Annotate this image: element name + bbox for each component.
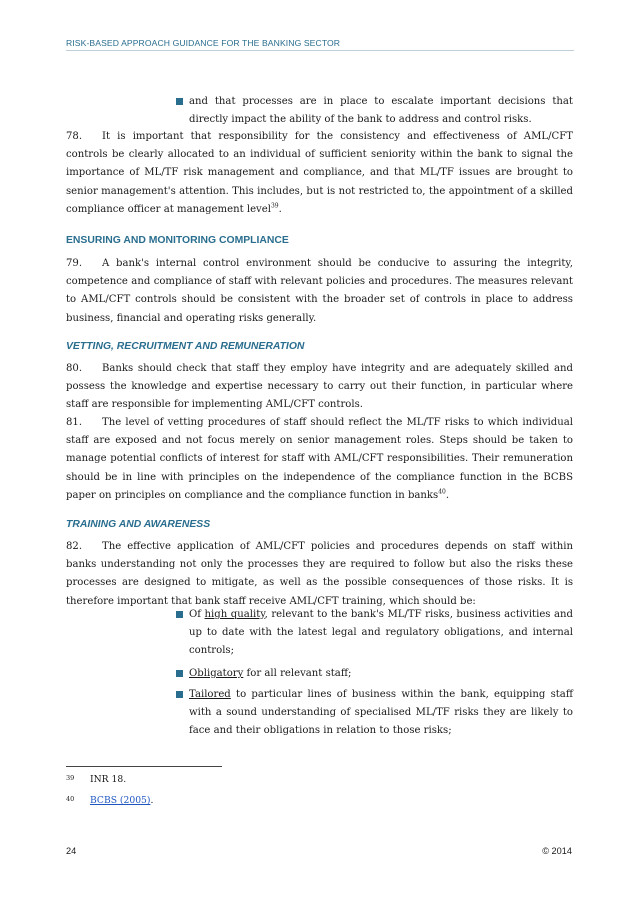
paragraph-81 [66, 414, 573, 505]
bullet-text: and that processes are in place to escalate important decisions that directly impact the ability of the bank to address and control risks. [189, 96, 573, 126]
square-bullet-icon [176, 670, 183, 677]
bullet-text: for all relevant staff; [243, 668, 352, 679]
paragraph-text: Banks should check that staff they employ have integrity and are adequately skilled and possess the knowledge and expertise necessary to carry out their function, in particular where staff are responsible for implementing AML/CFT controls. [66, 363, 573, 411]
header-divider [66, 50, 574, 51]
footnote-40 [66, 795, 153, 806]
running-header: RISK-BASED APPROACH GUIDANCE FOR THE BANKING SECTOR [66, 38, 341, 48]
square-bullet-icon [176, 691, 183, 698]
subheading-vetting: VETTING, RECRUITMENT AND REMUNERATION [66, 341, 305, 352]
paragraph-text: The effective application of AML/CFT policies and procedures depends on staff within banks understanding not only the processes they are required to follow but also the risks these processes are designed to mitigate, as well as the possible consequences of those risks. It is therefore important that bank staff receive AML/CFT training, which should be: [66, 541, 573, 607]
footnote-link[interactable]: BCBS (2005) [90, 795, 151, 806]
paragraph-79 [66, 255, 573, 328]
paragraph-text: The level of vetting procedures of staff should reflect the ML/TF risks to which individual staff are exposed and not focus merely on senior management roles. Steps should be taken to manage potential conflicts of interest for staff with AML/CFT responsibilities. Their remuneration should be in line with principles on the independence of the compliance function in the BCBS paper on principles on compliance and the compliance function in banks [66, 417, 573, 501]
paragraph-number: 82. [66, 541, 83, 552]
footnote-number: 39 [66, 774, 75, 782]
page-number: 24 [66, 846, 77, 856]
bullet-emphasis: high quality [204, 609, 265, 620]
period: . [445, 489, 450, 501]
square-bullet-icon [176, 98, 183, 105]
paragraph-number: 78. [66, 131, 83, 142]
footnote-text: INR 18. [90, 774, 127, 785]
section-heading: ENSURING AND MONITORING COMPLIANCE [66, 235, 289, 246]
footnote-ref-39[interactable]: 39 [270, 202, 279, 210]
footnote-number: 40 [66, 795, 75, 803]
paragraph-78 [66, 128, 573, 219]
bullet-text: , relevant to the bank's ML/TF risks, business activities and up to date with the latest legal and regulatory obligations, and internal controls; [189, 609, 573, 657]
bullet-escalate-decisions [189, 93, 573, 129]
bullet-text: to particular lines of business within the bank, equipping staff with a sound understanding of specialised ML/TF risks they are likely to face and their obligations in relation to those risks; [189, 689, 573, 737]
paragraph-text: It is important that responsibility for the consistency and effectiveness of AML/CFT controls be clearly allocated to an individual of sufficient seniority within the bank to signal the importance of ML/TF risk management and compliance, and that ML/TF issues are brought to senior management's attention. This includes, but is not restricted to, the appointment of a skilled compliance officer at management level [66, 131, 573, 215]
bullet-high-quality [189, 606, 573, 661]
footnote-39 [66, 774, 126, 785]
paragraph-number: 79. [66, 258, 83, 269]
paragraph-80 [66, 360, 573, 415]
square-bullet-icon [176, 611, 183, 618]
bullet-obligatory [189, 665, 573, 683]
paragraph-number: 81. [66, 417, 83, 428]
bullet-tailored [189, 686, 573, 741]
paragraph-text: A bank's internal control environment should be conducive to assuring the integrity, competence and compliance of staff with relevant policies and procedures. The measures relevant to AML/CFT controls should be consistent with the broader set of controls in place to address business, financial and operating risks generally. [66, 258, 573, 324]
period: . [278, 203, 282, 215]
paragraph-number: 80. [66, 363, 83, 374]
copyright: © 2014 [542, 846, 572, 856]
subheading-training: TRAINING AND AWARENESS [66, 519, 211, 530]
bullet-emphasis: Obligatory [189, 668, 244, 679]
bullet-prefix: Of [189, 609, 205, 620]
period: . [150, 795, 154, 806]
footnote-ref-40[interactable]: 40 [438, 488, 446, 496]
paragraph-82 [66, 538, 573, 611]
bullet-emphasis: Tailored [189, 689, 231, 700]
footnote-divider [66, 766, 222, 767]
